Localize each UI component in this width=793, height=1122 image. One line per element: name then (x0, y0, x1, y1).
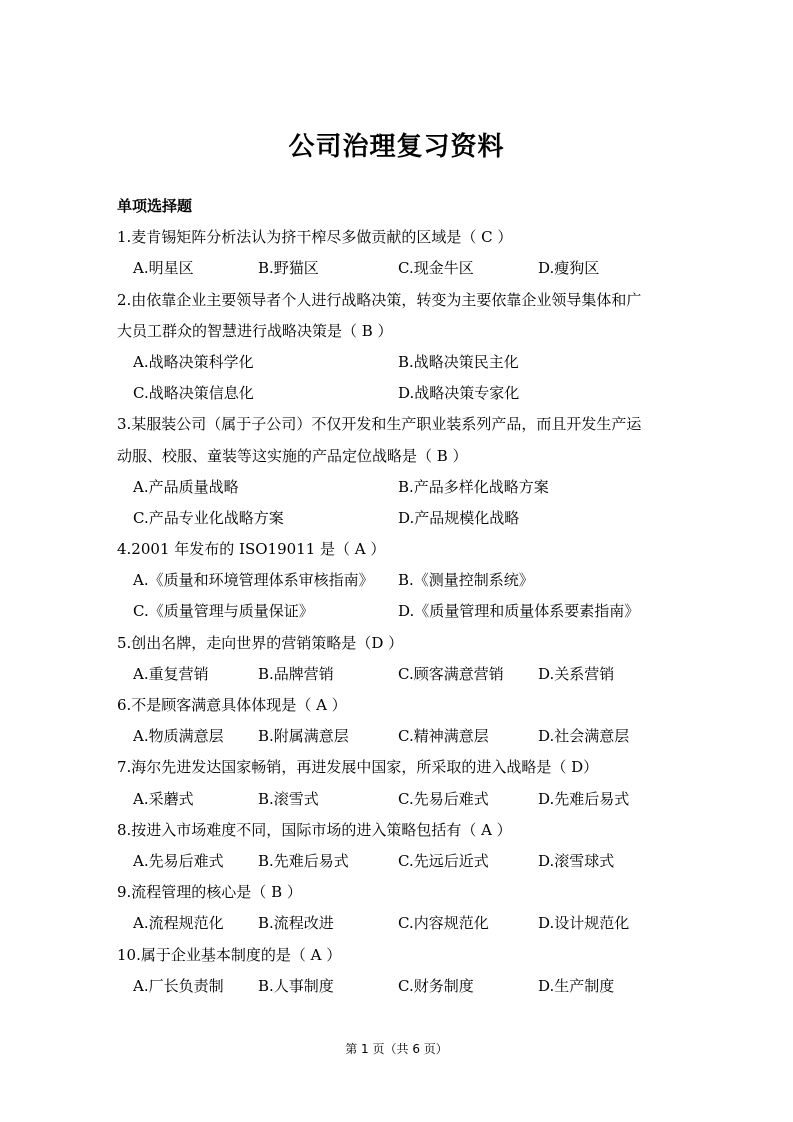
options-row (117, 596, 687, 627)
question-text: 动服、校服、童装等这实施的产品定位战略是（ B ） (117, 446, 468, 465)
answer-option: A.先易后难式 (133, 851, 224, 870)
question-item (117, 409, 687, 534)
options-row (117, 784, 687, 815)
answer-option: A.战略决策科学化 (133, 352, 254, 371)
answer-option: C.《质量管理与质量保证》 (133, 602, 314, 621)
question-item (117, 628, 687, 690)
document-body (117, 191, 687, 1002)
answer-option: A.物质满意层 (133, 727, 224, 746)
options-row (117, 659, 687, 690)
question-text: 6.不是顾客满意具体体现是（ A ） (117, 696, 347, 714)
question-item (117, 877, 687, 939)
answer-option: A.重复营销 (133, 664, 209, 683)
answer-option: C.先远后近式 (398, 851, 489, 870)
answer-option: D.生产制度 (538, 976, 615, 995)
question-list (117, 222, 687, 1002)
answer-option: B.《测量控制系统》 (398, 571, 534, 590)
section-heading: 单项选择题 (117, 197, 193, 215)
answer-option: D.战略决策专家化 (398, 384, 520, 403)
options-row (117, 565, 687, 596)
answer-option: B.产品多样化战略方案 (398, 477, 549, 496)
question-text: 大员工群众的智慧进行战略决策是（ B ） (117, 321, 393, 340)
answer-option: B.先难后易式 (258, 851, 349, 870)
question-item (117, 940, 687, 1002)
answer-option: D.滚雪球式 (538, 851, 615, 870)
options-row (117, 378, 687, 409)
answer-option: A.流程规范化 (133, 914, 224, 933)
answer-option: D.《质量管理和质量体系要素指南》 (398, 602, 640, 621)
question-item (117, 285, 687, 410)
answer-option: D.产品规模化战略 (398, 508, 520, 527)
page-footer: 第 1 页（共 6 页） (345, 1042, 448, 1056)
answer-option: A.厂长负责制 (133, 976, 224, 995)
question-text: 2.由依靠企业主要领导者个人进行战略决策，转变为主要依靠企业领导集体和广 (117, 290, 642, 309)
answer-option: D.设计规范化 (538, 914, 630, 933)
options-row (117, 971, 687, 1002)
question-text: 4.2001 年发布的 ISO19011 是（ A ） (117, 540, 386, 559)
answer-option: A.产品质量战略 (133, 477, 239, 496)
answer-option: A.采蘑式 (133, 789, 194, 808)
question-item (117, 222, 687, 284)
options-row (117, 908, 687, 939)
question-text: 10.属于企业基本制度的是（ A ） (117, 945, 342, 964)
question-text: 9.流程管理的核心是（ B ） (117, 883, 302, 902)
question-text: 7.海尔先进发达国家畅销，再进发展中国家，所采取的进入战略是（ D） (117, 758, 599, 777)
question-text: 8.按进入市场难度不同，国际市场的进入策略包括有（ A ） (117, 820, 512, 839)
options-row (117, 347, 687, 378)
answer-option: D.先难后易式 (538, 789, 630, 808)
question-item (117, 752, 687, 814)
answer-option: A.《质量和环境管理体系审核指南》 (133, 571, 374, 590)
answer-option: C.精神满意层 (398, 727, 489, 746)
answer-option: D.瘦狗区 (538, 259, 600, 278)
answer-option: B.附属满意层 (258, 727, 349, 746)
document-title: 公司治理复习资料 (288, 132, 505, 162)
question-text: 5.创出名牌，走向世界的营销策略是（D ） (117, 633, 404, 652)
options-row (117, 253, 687, 284)
question-item (117, 534, 687, 628)
answer-option: B.野猫区 (258, 259, 319, 278)
answer-option: B.人事制度 (258, 976, 334, 995)
question-item (117, 690, 687, 752)
question-text: 1.麦肯锡矩阵分析法认为挤干榨尽多做贡献的区域是（ C ） (117, 228, 513, 247)
answer-option: D.社会满意层 (538, 727, 630, 746)
answer-option: B.战略决策民主化 (398, 352, 519, 371)
options-row (117, 472, 687, 503)
answer-option: B.流程改进 (258, 914, 334, 933)
answer-option: B.品牌营销 (258, 664, 334, 683)
question-item (117, 815, 687, 877)
answer-option: C.顾客满意营销 (398, 664, 504, 683)
answer-option: C.战略决策信息化 (133, 384, 254, 403)
options-row (117, 721, 687, 752)
answer-option: C.现金牛区 (398, 259, 474, 278)
answer-option: D.关系营销 (538, 664, 615, 683)
answer-option: C.产品专业化战略方案 (133, 508, 284, 527)
answer-option: C.财务制度 (398, 976, 474, 995)
answer-option: A.明星区 (133, 259, 194, 278)
answer-option: C.先易后难式 (398, 789, 489, 808)
options-row (117, 846, 687, 877)
answer-option: C.内容规范化 (398, 914, 489, 933)
options-row (117, 503, 687, 534)
question-text: 3.某服装公司（属于子公司）不仅开发和生产职业装系列产品，而且开发生产运 (117, 415, 642, 434)
answer-option: B.滚雪式 (258, 789, 319, 808)
